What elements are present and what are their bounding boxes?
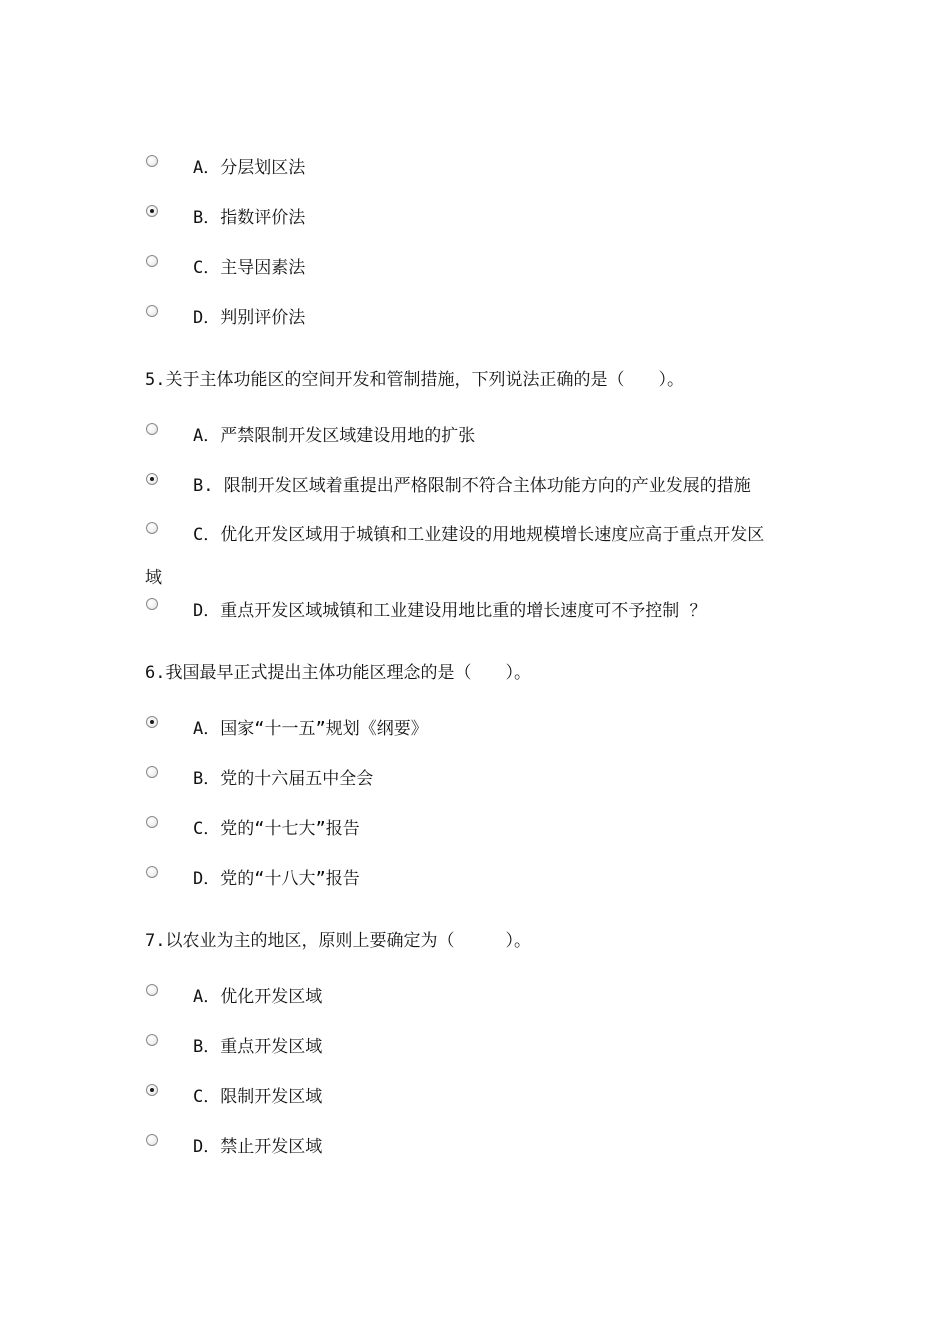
q4-option-b-label: B．指数评价法 xyxy=(193,208,306,228)
q7-radio-c[interactable] xyxy=(146,1084,158,1096)
q5-radio-d[interactable] xyxy=(146,598,158,610)
q5-option-c-continuation: 域 xyxy=(145,568,162,588)
q5-option-a-label: A．严禁限制开发区域建设用地的扩张 xyxy=(193,426,476,446)
q5-question: 5.关于主体功能区的空间开发和管制措施，下列说法正确的是（ ）。 xyxy=(145,370,684,390)
q7-option-a-label: A．优化开发区域 xyxy=(193,987,323,1007)
q4-option-a-label: A．分层划区法 xyxy=(193,158,306,178)
q7-radio-b[interactable] xyxy=(146,1034,158,1046)
q4-radio-a[interactable] xyxy=(146,155,158,167)
q6-question: 6.我国最早正式提出主体功能区理念的是（ ）。 xyxy=(145,663,531,683)
q6-option-d-label: D．党的“十八大”报告 xyxy=(193,869,360,889)
q7-option-b-label: B．重点开发区域 xyxy=(193,1037,323,1057)
q6-radio-b[interactable] xyxy=(146,766,158,778)
q5-option-d-label: D．重点开发区域城镇和工业建设用地比重的增长速度可不予控制 ？ xyxy=(193,601,707,621)
q4-radio-c[interactable] xyxy=(146,255,158,267)
q4-radio-b[interactable] xyxy=(146,205,158,217)
q7-radio-d[interactable] xyxy=(146,1134,158,1146)
q5-option-b-label: B. 限制开发区域着重提出严格限制不符合主体功能方向的产业发展的措施 xyxy=(193,476,751,496)
q4-option-c-label: C．主导因素法 xyxy=(193,258,306,278)
q6-option-a-label: A．国家“十一五”规划《纲要》 xyxy=(193,719,428,739)
q5-radio-b[interactable] xyxy=(146,473,158,485)
q7-option-c-label: C．限制开发区域 xyxy=(193,1087,323,1107)
q5-radio-a[interactable] xyxy=(146,423,158,435)
q7-question: 7.以农业为主的地区，原则上要确定为（ ）。 xyxy=(145,931,531,951)
q4-radio-d[interactable] xyxy=(146,305,158,317)
q5-radio-c[interactable] xyxy=(146,522,158,534)
q6-radio-a[interactable] xyxy=(146,716,158,728)
q6-option-b-label: B．党的十六届五中全会 xyxy=(193,769,374,789)
q6-option-c-label: C．党的“十七大”报告 xyxy=(193,819,360,839)
q4-option-d-label: D．判别评价法 xyxy=(193,308,306,328)
q7-radio-a[interactable] xyxy=(146,984,158,996)
q6-radio-c[interactable] xyxy=(146,816,158,828)
q7-option-d-label: D．禁止开发区域 xyxy=(193,1137,323,1157)
q6-radio-d[interactable] xyxy=(146,866,158,878)
q5-option-c-label: C．优化开发区域用于城镇和工业建设的用地规模增长速度应高于重点开发区 xyxy=(193,525,765,545)
